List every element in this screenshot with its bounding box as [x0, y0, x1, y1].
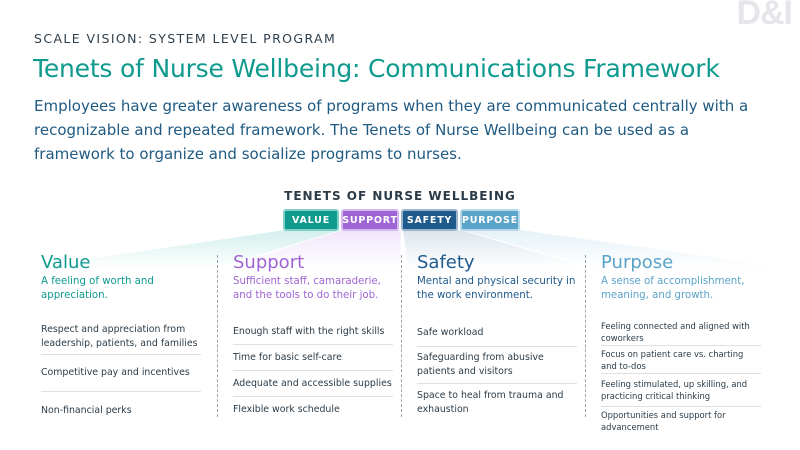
logo: D&I [736, 0, 792, 32]
intro-paragraph: Employees have greater awareness of programs when they are communicated centrally with a recognizable and repeated framework. The Tenets of Nurse Wellbeing can be used as a framework to organize and socialize programs to nurses. [34, 97, 749, 163]
column-title: Support [233, 252, 305, 273]
column-items [601, 319, 761, 435]
pill-safety: SAFETY [401, 209, 458, 231]
list-item: Time for basic self-care [233, 345, 393, 371]
column-title: Purpose [601, 252, 674, 273]
column-description: Sufficient staff, camaraderie, and the tools to do their job. [233, 276, 381, 301]
column-description: Mental and physical security in the work environment. [417, 276, 576, 301]
column-title: Safety [417, 252, 475, 273]
list-item: Competitive pay and incentives [41, 355, 201, 392]
list-item: Enough staff with the right skills [233, 319, 393, 345]
column-divider [401, 255, 402, 417]
list-item: Opportunities and support for advancement [601, 410, 726, 432]
column-description: A sense of accomplishment, meaning, and growth. [601, 276, 745, 301]
eyebrow-label: SCALE VISION: SYSTEM LEVEL PROGRAM [34, 31, 337, 46]
column-divider [585, 255, 586, 417]
column-description: A feeling of worth and appreciation. [41, 276, 154, 301]
list-item: Feeling connected and aligned with coworkers [601, 319, 761, 346]
list-item: Feeling stimulated, up skilling, and practicing critical thinking [601, 374, 761, 407]
page-title: Tenets of Nurse Wellbeing: Communications Framework [33, 54, 720, 83]
list-item: Adequate and accessible supplies [233, 371, 393, 397]
tenets-heading: TENETS OF NURSE WELLBEING [284, 189, 516, 203]
column-safety [417, 252, 577, 421]
pill-support: SUPPORT [341, 209, 399, 231]
column-items [233, 319, 393, 423]
column-value [41, 252, 201, 429]
list-item: Safeguarding from abusive patients and visitors [417, 347, 577, 384]
list-item: Non-financial perks [41, 404, 132, 416]
column-title: Value [41, 252, 91, 273]
list-item: Space to heal from trauma and exhaustion [417, 389, 564, 415]
list-item: Respect and appreciation from leadership, patients, and families [41, 319, 201, 355]
column-support [233, 252, 393, 423]
pill-value: VALUE [283, 209, 339, 231]
list-item: Safe workload [417, 319, 577, 347]
column-items [41, 319, 201, 429]
list-item: Focus on patient care vs. charting and to-dos [601, 346, 761, 374]
pill-purpose: PURPOSE [460, 209, 520, 231]
column-divider [217, 255, 218, 417]
column-items [417, 319, 577, 421]
column-purpose [601, 252, 761, 435]
list-item: Flexible work schedule [233, 404, 340, 415]
